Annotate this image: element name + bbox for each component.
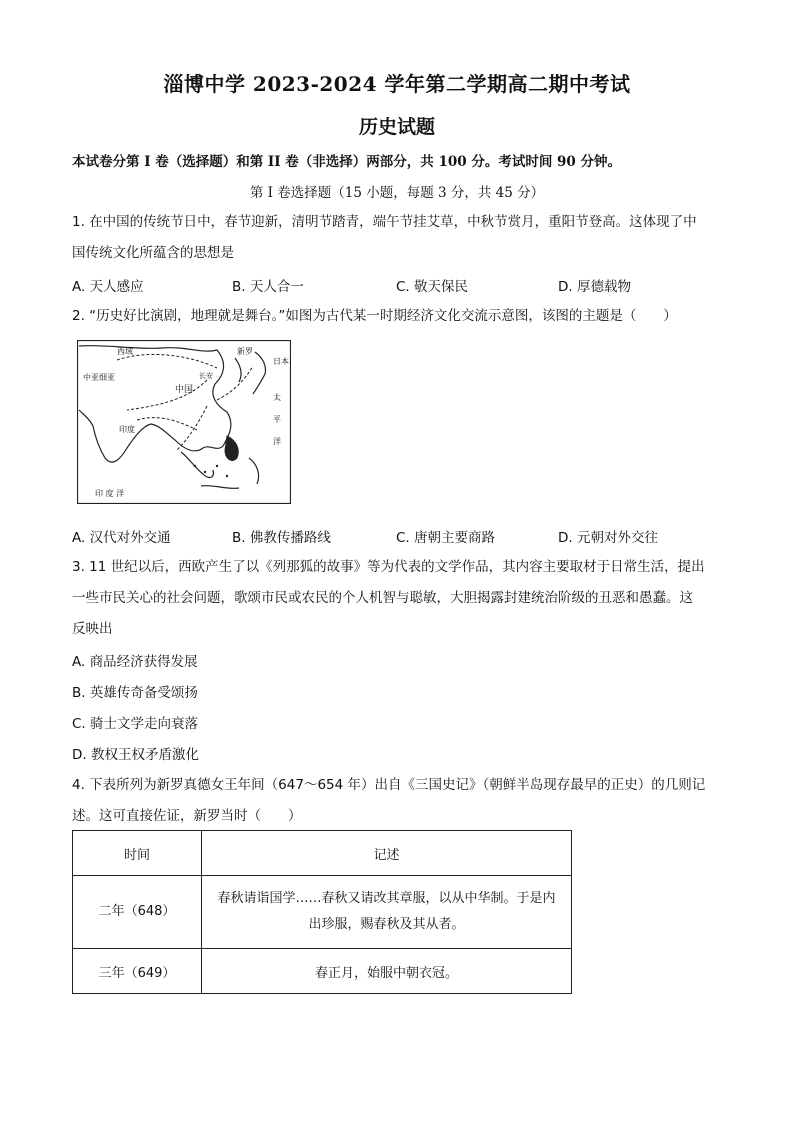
map-label-pacific-2: 平: [273, 415, 281, 424]
q2-option-d: D. 元朝对外交往: [558, 530, 658, 546]
map-label-korea: 新罗: [237, 347, 253, 356]
exam-instructions: 本试卷分第 I 卷（选择题）和第 II 卷（非选择）两部分，共 100 分。考试时间 90 分钟。: [72, 154, 622, 170]
q2-option-c: C. 唐朝主要商路: [396, 530, 496, 546]
map-label-city: 长安: [199, 372, 213, 380]
map-label-pacific-3: 洋: [273, 437, 281, 446]
question-4-text-cont: 述。这可直接佐证，新罗当时（ ）: [72, 808, 302, 824]
table-header-time: 时间: [73, 831, 202, 876]
question-1-text: 1. 在中国的传统节日中，春节迎新，清明节踏青，端午节挂艾草，中秋节赏月，重阳节登高。这体现了中: [72, 214, 697, 230]
q1-option-d: D. 厚德载物: [558, 279, 631, 295]
q2-option-b: B. 佛教传播路线: [232, 530, 331, 546]
q2-option-a: A. 汉代对外交通: [72, 530, 171, 546]
question-3-text-end: 反映出: [72, 621, 113, 637]
q3-option-d: D. 教权王权矛盾激化: [72, 747, 199, 763]
table-cell-record: 春正月，始服中朝衣冠。: [202, 949, 572, 994]
table-header-row: [73, 831, 572, 876]
question-1-text-cont: 国传统文化所蕴含的思想是: [72, 245, 234, 261]
map-label-xiyu: 西域: [117, 347, 133, 356]
q3-option-c: C. 骑士文学走向衰落: [72, 716, 199, 732]
q1-option-a: A. 天人感应: [72, 279, 144, 295]
map-label-india: 印度: [119, 425, 135, 434]
map-label-indian-ocean: 印 度 洋: [95, 489, 125, 498]
records-table: [72, 830, 572, 994]
subject-title: 历史试题: [358, 116, 435, 138]
q3-option-b: B. 英雄传奇备受颂扬: [72, 685, 198, 701]
table-row: [73, 949, 572, 994]
q1-option-c: C. 敬天保民: [396, 279, 469, 295]
map-label-japan: 日本: [273, 357, 289, 366]
question-3-text: 3. 11 世纪以后，西欧产生了以《列那狐的故事》等为代表的文学作品，其内容主要取材于日常生活，提出: [72, 559, 705, 575]
question-2-text: 2. “历史好比演剧，地理就是舞台。”如图为古代某一时期经济文化交流示意图，该图的主题是（ ）: [72, 308, 677, 324]
q3-option-a: A. 商品经济获得发展: [72, 654, 198, 670]
map-label-pacific-1: 太: [273, 393, 281, 402]
q1-option-b: B. 天人合一: [232, 279, 304, 295]
record-text-line2: 出珍服，赐春秋及其从者。: [308, 917, 465, 932]
table-cell-record: [202, 876, 572, 949]
question-3-text-cont: 一些市民关心的社会问题，歌颂市民或农民的个人机智与聪敏，大胆揭露封建统治阶级的丑恶和愚蠢。这: [72, 590, 693, 606]
map-label-china: 中国: [175, 385, 194, 395]
record-text-line1: 春秋请诣国学……春秋又请改其章服，以从中华制。于是内: [217, 891, 556, 906]
table-row: [73, 876, 572, 949]
exchange-route-map: [77, 340, 291, 504]
table-header-record: 记述: [202, 831, 572, 876]
section-heading: 第 I 卷选择题（15 小题，每题 3 分，共 45 分）: [249, 185, 545, 201]
question-4-text: 4. 下表所列为新罗真德女王年间（647～654 年）出自《三国史记》（朝鲜半岛现存最早的正史）的几则记: [72, 777, 706, 793]
table-cell-time: 二年（648）: [73, 876, 202, 949]
exam-title: 淄博中学 2023-2024 学年第二学期高二期中考试: [163, 72, 631, 96]
table-cell-time: 三年（649）: [73, 949, 202, 994]
map-label-central-asia: 中亚细亚: [83, 373, 115, 382]
